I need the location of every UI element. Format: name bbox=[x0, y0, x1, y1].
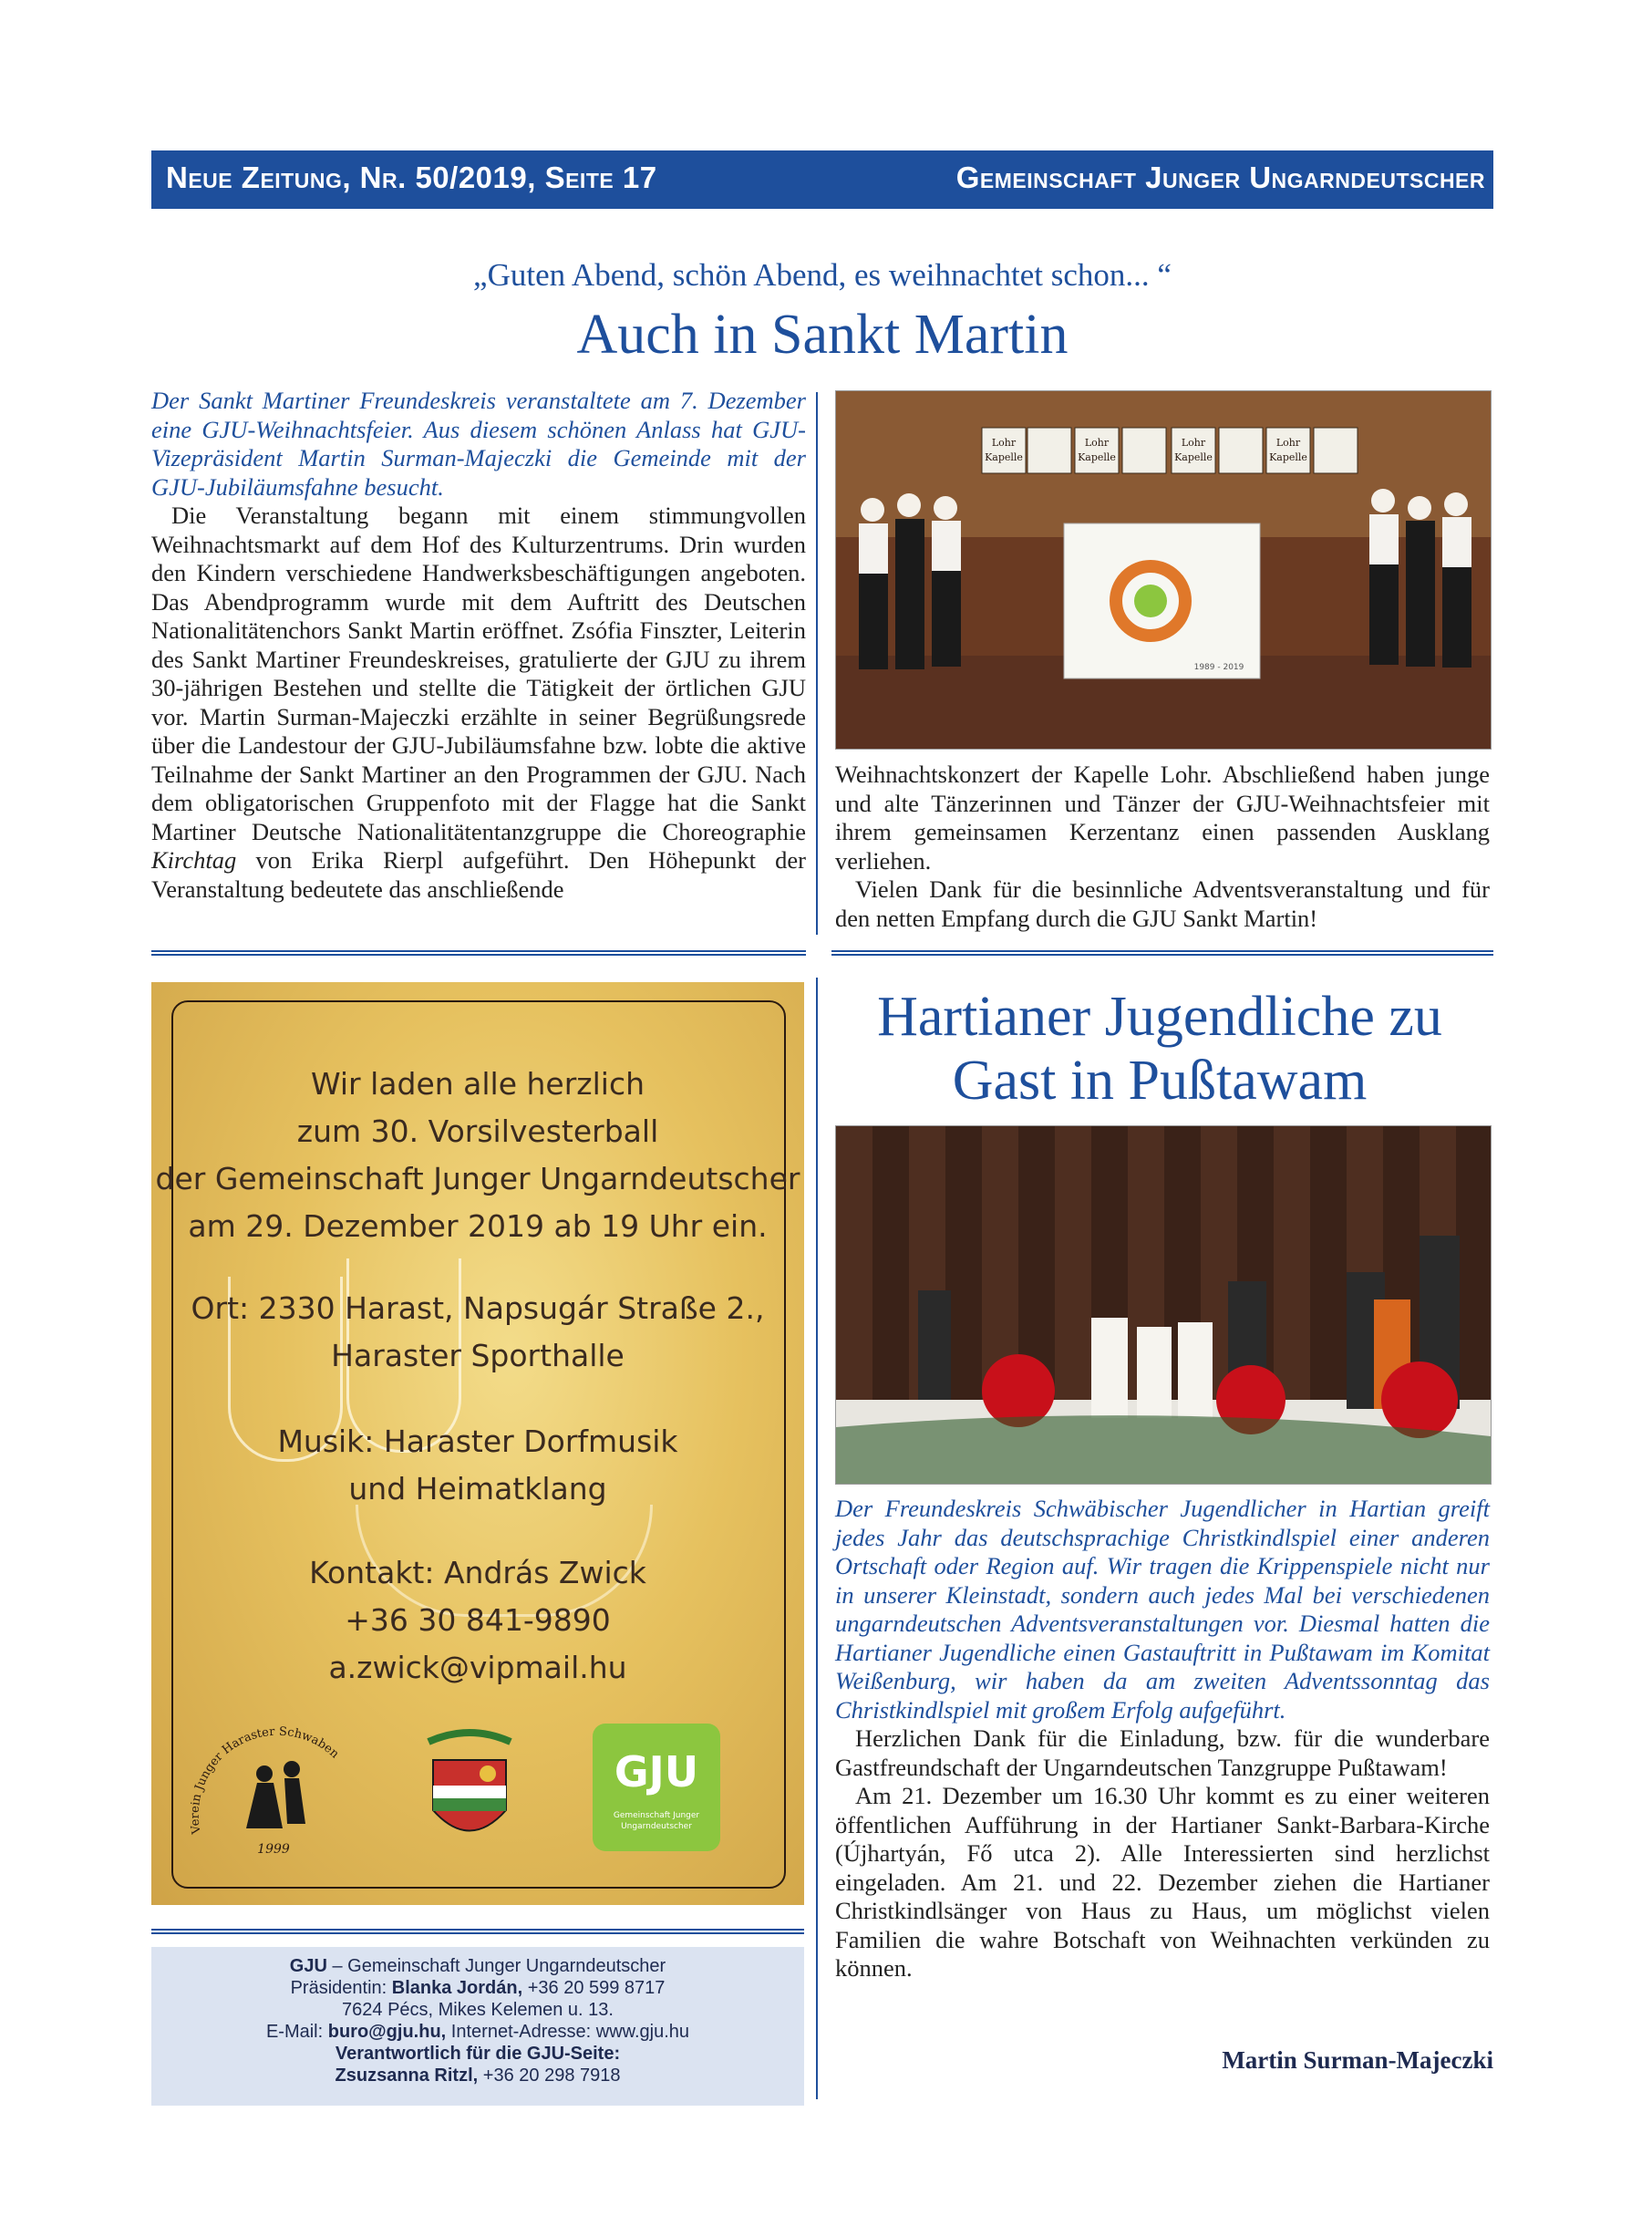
invite-music: und Heimatklang bbox=[348, 1471, 607, 1506]
article1-thanks: Vielen Dank für die besinnliche Adventsveranstaltung und für den netten Empfang durch die GJU Sankt Martin! bbox=[835, 875, 1490, 932]
logo-gju bbox=[593, 1724, 720, 1851]
coat-of-arms-icon bbox=[401, 1724, 538, 1860]
invite-phone: +36 30 841-9890 bbox=[345, 1602, 611, 1638]
article2-lead: Der Freundeskreis Schwäbischer Jugendlicher in Hartian greift jedes Jahr das deutschsprachige Christkindlspiel einer anderen Ortschaft oder Region auf. Wir tragen die Krippenspiele nicht nur in unserer Kleinstadt, sondern auch jedes Mal bei verschiedenen ungarndeutschen Adventsveranstaltungen vor. Diesmal hatten die Hartianer Jugendliche einen Gastauftritt in Pußtawam im Komitat Weißenburg, wir haben da am zweiten Adventssonntag das Christkindlspiel mit großem Erfolg aufgeführt. bbox=[835, 1495, 1490, 1724]
article1-left-column bbox=[151, 387, 806, 904]
invite-location: Ort: 2330 Harast, Napsugár Straße 2., bbox=[191, 1290, 765, 1326]
article1-lead: Der Sankt Martiner Freundeskreis veranstaltete am 7. Dezember eine GJU-Weihnachtsfeier. Aus diesem schönen Anlass hat GJU-Vizepräsident Martin Surman-Majeczki die Gemeinde mit der GJU-Jubiläumsfahne besucht. bbox=[151, 387, 806, 501]
invite-date: am 29. Dezember 2019 ab 19 Uhr ein. bbox=[188, 1208, 768, 1244]
photo-choir-with-flag bbox=[835, 390, 1492, 750]
article1-continuation: Weihnachtskonzert der Kapelle Lohr. Abschließend haben junge und alte Tänzerinnen und Tänzer der GJU-Weihnachtsfeier mit ihrem gemeinsamen Kerzentanz einen passenden Ausklang verliehen. bbox=[835, 761, 1490, 875]
article1-body bbox=[151, 502, 806, 904]
section-rule-left bbox=[151, 950, 806, 956]
invite-contact: Kontakt: András Zwick bbox=[309, 1555, 646, 1590]
article1-choreo-title: Kirchtag bbox=[151, 846, 237, 874]
banner-text: Kapelle bbox=[1174, 451, 1213, 463]
section-rule-right bbox=[831, 950, 1493, 956]
nativity-play-illustration bbox=[836, 1126, 1491, 1484]
header-section: Gemeinschaft Junger Ungarndeutscher bbox=[955, 160, 1485, 194]
gju-logo-sub: Gemeinschaft Junger bbox=[613, 1811, 700, 1820]
footer-org-short: GJU bbox=[289, 1956, 327, 1976]
flag-years: 1989 - 2019 bbox=[1193, 663, 1244, 672]
logo-haraster-schwaben bbox=[182, 1724, 374, 1860]
footer-president-label: Präsidentin: bbox=[290, 1978, 387, 1998]
article1-kicker: „Guten Abend, schön Abend, es weihnachtet schon... “ bbox=[473, 257, 1172, 293]
banner-text: Kapelle bbox=[1078, 451, 1116, 463]
article2-text bbox=[835, 1495, 1490, 1983]
footer-address: 7624 Pécs, Mikes Kelemen u. 13. bbox=[342, 2000, 614, 2020]
invite-line: der Gemeinschaft Junger Ungarndeutscher bbox=[155, 1161, 800, 1196]
invite-music: Musik: Haraster Dorfmusik bbox=[277, 1424, 678, 1459]
column-divider-bottom bbox=[816, 978, 818, 2099]
logo1-year: 1999 bbox=[257, 1842, 290, 1857]
banner-text: Lohr bbox=[991, 437, 1017, 449]
footer-responsible-phone: +36 20 298 7918 bbox=[482, 2066, 621, 2086]
invite-venue: Haraster Sporthalle bbox=[331, 1338, 625, 1373]
invite-line: zum 30. Vorsilvesterball bbox=[296, 1113, 659, 1149]
photo-christkindlspiel bbox=[835, 1125, 1492, 1485]
gju-logo-sub: Ungarndeutscher bbox=[621, 1822, 692, 1831]
footer-email-label: E-Mail: bbox=[265, 2022, 324, 2042]
header-issue: Neue Zeitung, Nr. 50/2019, Seite 17 bbox=[166, 160, 657, 194]
footer-president-name: Blanka Jordán, bbox=[391, 1978, 523, 1998]
footer-email-line bbox=[151, 2021, 804, 2043]
logo-harast-coat-of-arms bbox=[401, 1724, 538, 1860]
footer-org-full: – Gemeinschaft Junger Ungarndeutscher bbox=[332, 1956, 666, 1976]
article2-title bbox=[826, 985, 1493, 1113]
article2-signature: Martin Surman-Majeczki bbox=[1222, 2046, 1493, 2074]
banner-text: Lohr bbox=[1084, 437, 1110, 449]
article1-title: Auch in Sankt Martin bbox=[576, 304, 1069, 366]
logo1-arc-text: Verein Junger Haraster Schwaben bbox=[188, 1724, 342, 1836]
banner-text: Lohr bbox=[1275, 437, 1301, 449]
footer-responsible-line bbox=[151, 2065, 804, 2086]
footer-website: Internet-Adresse: www.gju.hu bbox=[450, 2022, 690, 2042]
article2-title-line1: Hartianer Jugendliche zu bbox=[877, 986, 1442, 1048]
banner-text: Lohr bbox=[1181, 437, 1206, 449]
banner-text: Kapelle bbox=[1269, 451, 1307, 463]
article2-paragraph: Am 21. Dezember um 16.30 Uhr kommt es zu einer weiteren öffentlichen Aufführung in der Hartianer Sankt-Barbara-Kirche (Újhartyán, Fő utca 2). Alle Interessierten sind herzlichst eingeladen. Am 21. und 22. Dezember ziehen die Hartianer Christkindlsänger von Haus zu Haus, um möglichst vielen Familien die wahre Botschaft von Weihnachten verkünden zu können. bbox=[835, 1782, 1490, 1982]
article2-paragraph: Herzlichen Dank für die Einladung, bzw. für die wunderbare Gastfreundschaft der Ungarndeutschen Tanzgruppe Pußtawam! bbox=[835, 1724, 1490, 1781]
footer-president-line bbox=[151, 1977, 804, 1999]
photo-choir-illustration bbox=[836, 391, 1491, 749]
invite-line: Wir laden alle herzlich bbox=[310, 1066, 645, 1102]
article1-body-part1: Die Veranstaltung begann mit einem stimmungvollen Weihnachtsmarkt auf dem Hof des Kulturzentrums. Drin wurden den Kindern verschiedene Handwerksbeschäftigungen angeboten. Das Abendprogramm wurde mit dem Auftritt des Deutschen Nationalitätenchors Sankt Martin eröffnet. Zsófia Finszter, Leiterin des Sankt Martiner Freundeskreises, gratulierte der GJU zu ihrem 30-jährigen Bestehen und stellte die Tätigkeit der örtlichen GJU vor. Martin Surman-Majeczki erzählte in seiner Begrüßungsrede über die Landestour der GJU-Jubiläumsfahne bzw. lobte die aktive Teilnahme der Sankt Martiner an den Programmen der GJU. Nach dem obligatorischen Gruppenfoto mit der Flagge hat die Sankt Martiner Deutsche Nationalitätentanzgruppe die Choreographie bbox=[151, 502, 806, 845]
footer-responsible-name: Zsuzsanna Ritzl, bbox=[335, 2066, 479, 2086]
article2-title-line2: Gast in Pußtawam bbox=[952, 1050, 1368, 1112]
banner-text: Kapelle bbox=[985, 451, 1023, 463]
article1-body-part2: von Erika Rierpl aufgeführt. Den Höhepunkt der Veranstaltung bedeutete das anschließende bbox=[151, 846, 806, 903]
dancing-couple-icon bbox=[182, 1724, 374, 1860]
invite-email: a.zwick@vipmail.hu bbox=[328, 1650, 627, 1685]
footer-rule bbox=[151, 1929, 804, 1934]
gju-logo-text: GJU bbox=[614, 1747, 699, 1796]
footer-responsible-label: Verantwortlich für die GJU-Seite: bbox=[335, 2044, 621, 2064]
article1-right-column bbox=[835, 761, 1490, 933]
footer-email: buro@gju.hu, bbox=[327, 2022, 447, 2042]
footer-president-phone: +36 20 599 8717 bbox=[527, 1978, 666, 1998]
footer-org-line bbox=[151, 1955, 804, 1977]
column-divider-top bbox=[816, 392, 818, 935]
